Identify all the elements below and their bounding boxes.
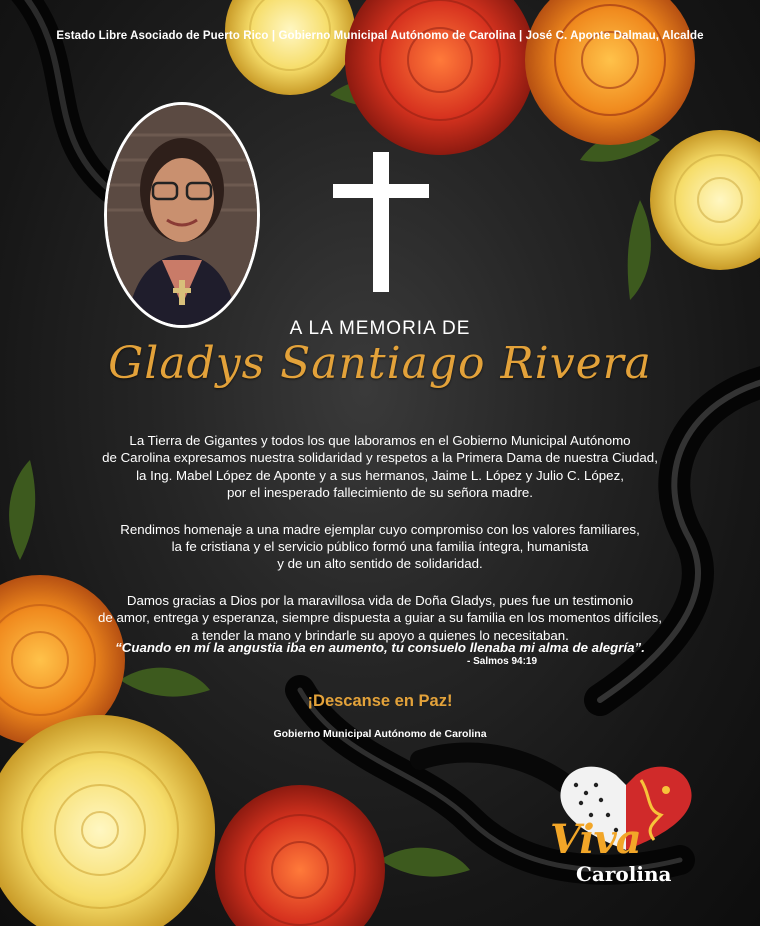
rest-in-peace-text: ¡Descanse en Paz! [307, 692, 453, 710]
text-line: a tender la mano y brindarle su apoyo a quienes lo necesitaban. [191, 627, 569, 643]
text-line: Damos gracias a Dios por la maravillosa vida de Doña Gladys, pues fue un testimonio [126, 592, 634, 608]
paragraph-solidarity [60, 432, 700, 502]
deceased-name: Gladys Santiago Rivera [108, 338, 652, 389]
condolence-message [60, 432, 700, 663]
portrait-photo [104, 102, 260, 328]
bible-quote: “Cuando en mí la angustia iba en aumento, tu consuelo llenaba mi alma de alegría”. [115, 640, 645, 655]
text-line: de Carolina expresamos nuestra solidaridad y respetos a la Primera Dama de nuestra Ciudad, [102, 450, 658, 466]
paragraph-gratitude [60, 592, 700, 644]
signature-text: Gobierno Municipal Autónomo de Carolina [273, 728, 487, 740]
memorial-heading: A LA MEMORIA DE [289, 318, 471, 339]
cross-icon [333, 152, 429, 292]
text-line: y de un alto sentido de solidaridad. [277, 556, 483, 572]
text-line: de amor, entrega y esperanza, siempre dispuesta a guiar a su familia en los momentos difíciles, [98, 610, 662, 626]
quote-citation: - Salmos 94:19 [467, 656, 538, 667]
portrait-image [107, 105, 257, 325]
text-line: la fe cristiana y el servicio público formó una familia íntegra, humanista [171, 539, 589, 555]
text-line: La Tierra de Gigantes y todos los que laboramos en el Gobierno Municipal Autónomo [129, 433, 631, 448]
text-line: por el inesperado fallecimiento de su señora madre. [226, 485, 533, 501]
logo-word-viva: Viva [550, 816, 641, 863]
text-line: Rendimos homenaje a una madre ejemplar cuyo compromiso con los valores familiares, [120, 521, 640, 537]
paragraph-tribute [60, 521, 700, 573]
logo-word-carolina: Carolina [576, 862, 672, 886]
text-line: la Ing. Mabel López de Aponte y a sus hermanos, Jaime L. López y Julio C. López, [136, 467, 624, 483]
header-text: Estado Libre Asociado de Puerto Rico | Gobierno Municipal Autónomo de Carolina | José C. Aponte Dalmau, Alcalde [56, 30, 704, 42]
